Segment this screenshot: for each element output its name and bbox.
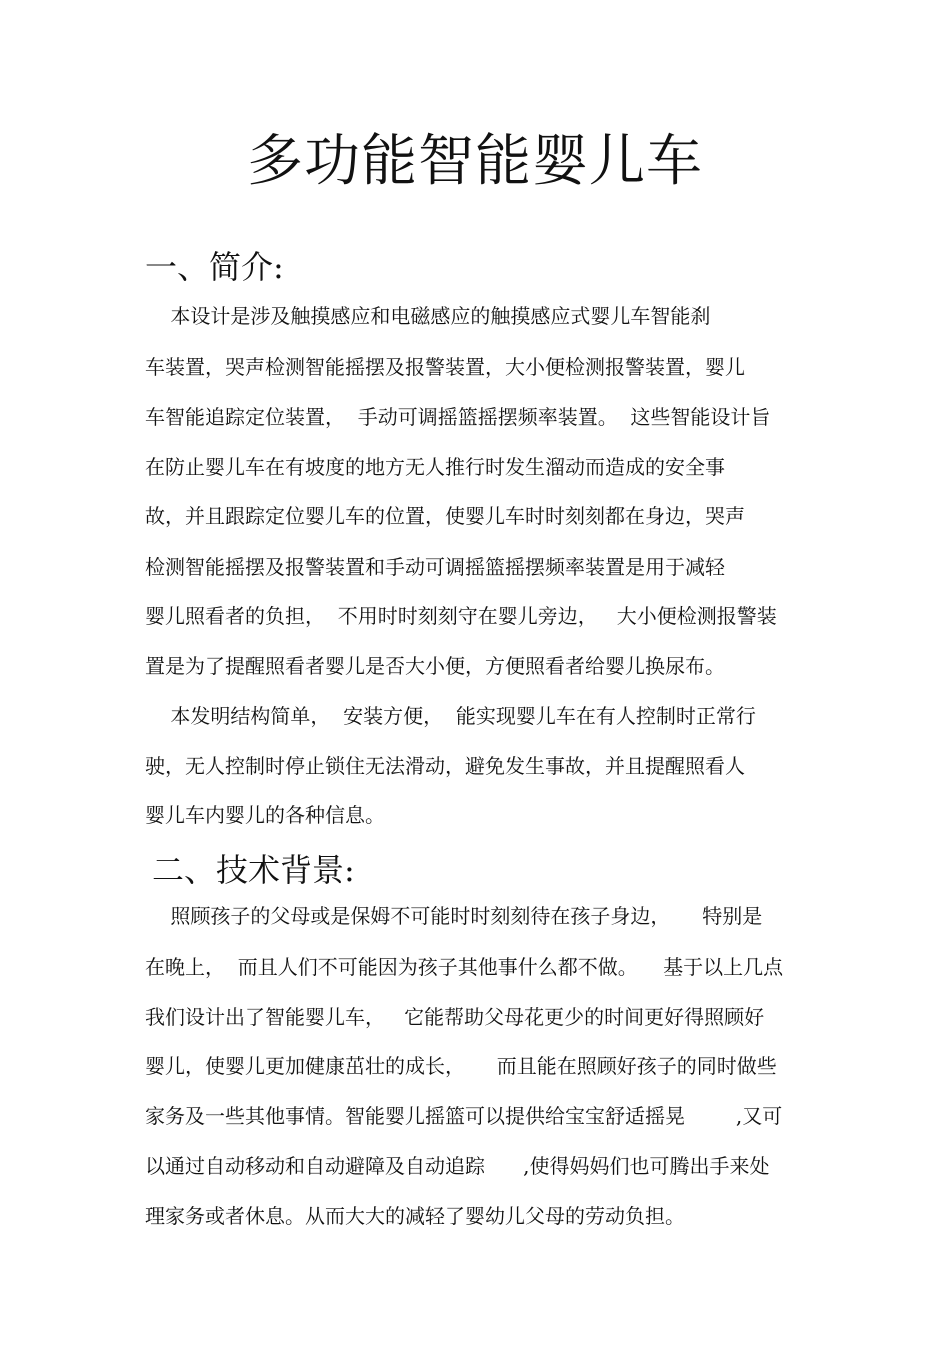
paragraph-line: 本发明结构简单， 安装方便， 能实现婴儿车在有人控制时正常行 (145, 704, 756, 728)
paragraph-line: 婴儿照看者的负担， 不用时时刻刻守在婴儿旁边， 大小便检测报警装 (145, 604, 777, 628)
paragraph-line: 在防止婴儿车在有坡度的地方无人推行时发生溜动而造成的安全事 (145, 455, 725, 479)
paragraph-line: 驶，无人控制时停止锁住无法滑动，避免发生事故，并且提醒照看人 (145, 754, 745, 778)
section-heading-technical-background: 二、技术背景: (152, 851, 355, 889)
paragraph-line: 车装置，哭声检测智能摇摆及报警装置，大小便检测报警装置，婴儿 (145, 355, 745, 379)
paragraph-line: 婴儿，使婴儿更加健康茁壮的成长， 而且能在照顾好孩子的同时做些 (145, 1054, 777, 1078)
paragraph-line: 车智能追踪定位装置， 手动可调摇篮摇摆频率装置。 这些智能设计旨 (145, 405, 771, 429)
paragraph-line: 检测智能摇摆及报警装置和手动可调摇篮摇摆频率装置是用于减轻 (145, 555, 725, 579)
paragraph-line: 以通过自动移动和自动避障及自动追踪 ,使得妈妈们也可腾出手来处 (145, 1154, 770, 1178)
paragraph-line: 故，并且跟踪定位婴儿车的位置，使婴儿车时时刻刻都在身边，哭声 (145, 504, 745, 528)
paragraph-line: 家务及一些其他事情。智能婴儿摇篮可以提供给宝宝舒适摇晃 ,又可 (145, 1104, 783, 1128)
document-title: 多功能智能婴儿车 (247, 129, 703, 194)
paragraph-line: 在晚上， 而且人们不可能因为孩子其他事什么都不做。 基于以上几点 (145, 955, 784, 979)
paragraph-line: 理家务或者休息。从而大大的减轻了婴幼儿父母的劳动负担。 (145, 1204, 685, 1228)
paragraph-line: 婴儿车内婴儿的各种信息。 (145, 803, 385, 827)
paragraph-line: 照顾孩子的父母或是保姆不可能时时刻刻待在孩子身边， 特别是 (145, 904, 763, 928)
paragraph-line: 我们设计出了智能婴儿车， 它能帮助父母花更少的时间更好得照顾好 (145, 1005, 765, 1029)
paragraph-line: 置是为了提醒照看者婴儿是否大小便，方便照看者给婴儿换尿布。 (145, 654, 725, 678)
paragraph-line: 本设计是涉及触摸感应和电磁感应的触摸感应式婴儿车智能刹 (145, 304, 711, 328)
section-heading-introduction: 一、简介: (145, 248, 284, 286)
